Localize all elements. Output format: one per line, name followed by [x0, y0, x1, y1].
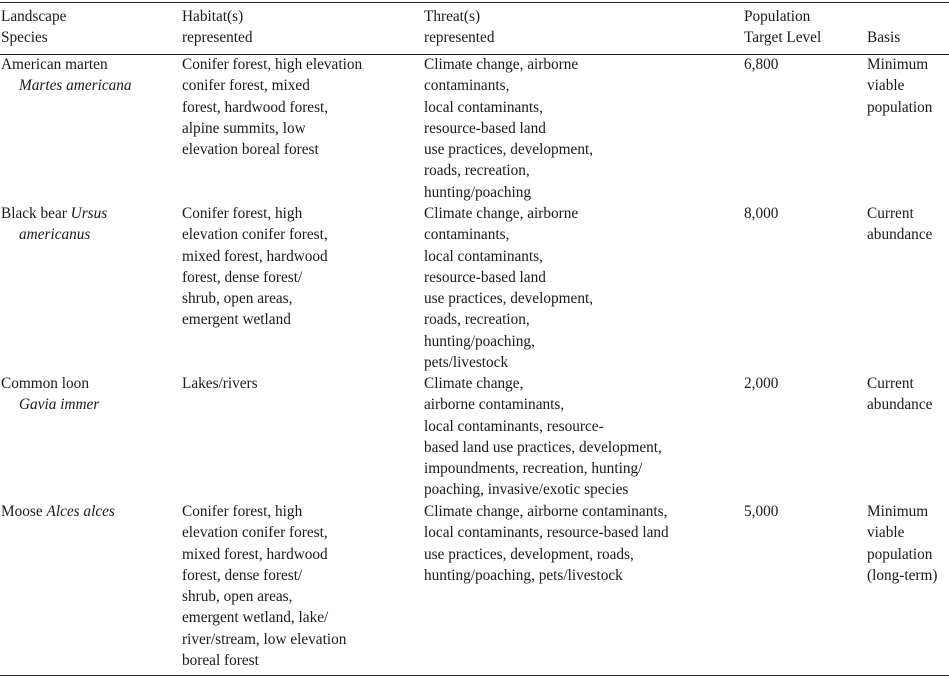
target-level-cell [744, 54, 778, 75]
threat-line: poaching, invasive/exotic species [424, 481, 629, 499]
habitats-cell [182, 54, 362, 160]
header-text: Population [744, 8, 811, 25]
habitat-line: Conifer forest, high [182, 503, 303, 520]
threat-line: local contaminants, resource-based land [424, 524, 669, 542]
habitats-cell [182, 373, 258, 394]
species-common-name: Black bear [1, 205, 67, 222]
habitat-line: mixed forest, hardwood [182, 247, 328, 265]
threat-line: hunting/poaching [424, 183, 532, 201]
basis-line: Current [867, 205, 914, 222]
threat-line: Climate change, [424, 375, 524, 392]
threat-line: use practices, development, roads, [424, 545, 634, 563]
species-common-name: Common loon [1, 375, 89, 392]
habitat-line: emergent wetland [182, 311, 291, 329]
threat-line: use practices, development, [424, 290, 594, 308]
species-latin-genus: Ursus [70, 205, 108, 222]
basis-cell [867, 373, 932, 416]
threats-cell [424, 54, 593, 203]
basis-line: viable [867, 524, 905, 542]
species-common-name: American marten [1, 56, 108, 73]
species-latin-epithet: americanus [19, 226, 91, 244]
habitat-line: emergent wetland, lake/ [182, 609, 329, 627]
habitat-line: elevation conifer forest, [182, 524, 328, 542]
basis-line: Minimum [867, 56, 929, 73]
header-text: Basis [867, 29, 901, 46]
basis-cell [867, 54, 932, 118]
basis-line: abundance [867, 396, 933, 414]
target-level-cell [744, 373, 778, 394]
habitat-line: elevation boreal forest [182, 141, 319, 159]
threats-cell [424, 501, 669, 586]
habitat-line: forest, dense forest/ [182, 268, 303, 286]
habitat-line: Conifer forest, high elevation [182, 56, 363, 73]
threat-line: use practices, development, [424, 141, 594, 159]
species-latin-name: Gavia immer [19, 396, 100, 414]
habitat-line: river/stream, low elevation [182, 630, 347, 648]
threat-line: Climate change, airborne [424, 56, 579, 73]
basis-line: (long-term) [867, 566, 938, 584]
table-top-rule [0, 2, 949, 3]
habitat-line: shrub, open areas, [182, 290, 293, 308]
target-value: 6,800 [744, 56, 779, 73]
header-text: represented [182, 29, 253, 47]
header-text: Habitat(s) [182, 8, 244, 25]
habitat-line: forest, hardwood forest, [182, 98, 329, 116]
target-value: 8,000 [744, 205, 779, 222]
habitat-line: mixed forest, hardwood [182, 545, 328, 563]
species-cell [1, 54, 132, 97]
header-threats [424, 6, 495, 49]
habitat-line: elevation conifer forest, [182, 226, 328, 244]
basis-line: Current [867, 375, 914, 392]
habitat-line: conifer forest, mixed [182, 77, 310, 95]
species-cell [1, 203, 107, 246]
header-target-level [744, 6, 821, 49]
header-habitats [182, 6, 253, 49]
basis-line: abundance [867, 226, 933, 244]
basis-line: population [867, 98, 933, 116]
threat-line: hunting/poaching, pets/livestock [424, 566, 623, 584]
threat-line: airborne contaminants, [424, 396, 565, 414]
header-text: Species [1, 29, 48, 47]
threat-line: local contaminants, [424, 247, 543, 265]
threat-line: based land use practices, development, [424, 438, 662, 456]
threats-cell [424, 373, 662, 501]
target-level-cell [744, 203, 778, 224]
threat-line: roads, recreation, [424, 311, 530, 329]
threat-line: contaminants, [424, 226, 510, 244]
species-common-name: Moose [1, 503, 43, 520]
basis-cell [867, 501, 938, 586]
habitats-cell [182, 203, 328, 331]
threat-line: pets/livestock [424, 354, 509, 372]
habitat-line: alpine summits, low [182, 119, 306, 137]
target-value: 5,000 [744, 503, 779, 520]
habitat-line: Lakes/rivers [182, 375, 258, 392]
table-bottom-rule [0, 675, 949, 676]
threat-line: Climate change, airborne [424, 205, 579, 222]
threat-line: local contaminants, resource- [424, 417, 604, 435]
threats-cell [424, 203, 593, 373]
header-species [1, 6, 66, 49]
species-latin-name: Martes americana [19, 77, 132, 95]
habitats-cell [182, 501, 346, 671]
header-text: represented [424, 29, 495, 47]
species-latin-name: Alces alces [46, 503, 115, 520]
threat-line: hunting/poaching, [424, 332, 535, 350]
header-text: Threat(s) [424, 8, 481, 25]
basis-cell [867, 203, 932, 246]
habitat-line: shrub, open areas, [182, 588, 293, 606]
habitat-line: forest, dense forest/ [182, 566, 303, 584]
basis-line: population [867, 545, 933, 563]
threat-line: roads, recreation, [424, 162, 530, 180]
threat-line: contaminants, [424, 77, 510, 95]
header-text: Landscape [1, 8, 67, 25]
threat-line: local contaminants, [424, 98, 543, 116]
target-level-cell [744, 501, 778, 522]
species-cell [1, 373, 99, 416]
threat-line: resource-based land [424, 119, 546, 137]
header-text: Target Level [744, 29, 822, 47]
header-basis [867, 27, 900, 48]
threat-line: impoundments, recreation, hunting/ [424, 460, 643, 478]
habitat-line: boreal forest [182, 652, 259, 670]
threat-line: resource-based land [424, 268, 546, 286]
target-value: 2,000 [744, 375, 779, 392]
basis-line: viable [867, 77, 905, 95]
basis-line: Minimum [867, 503, 929, 520]
threat-line: Climate change, airborne contaminants, [424, 503, 668, 520]
species-cell [1, 501, 115, 522]
habitat-line: Conifer forest, high [182, 205, 303, 222]
